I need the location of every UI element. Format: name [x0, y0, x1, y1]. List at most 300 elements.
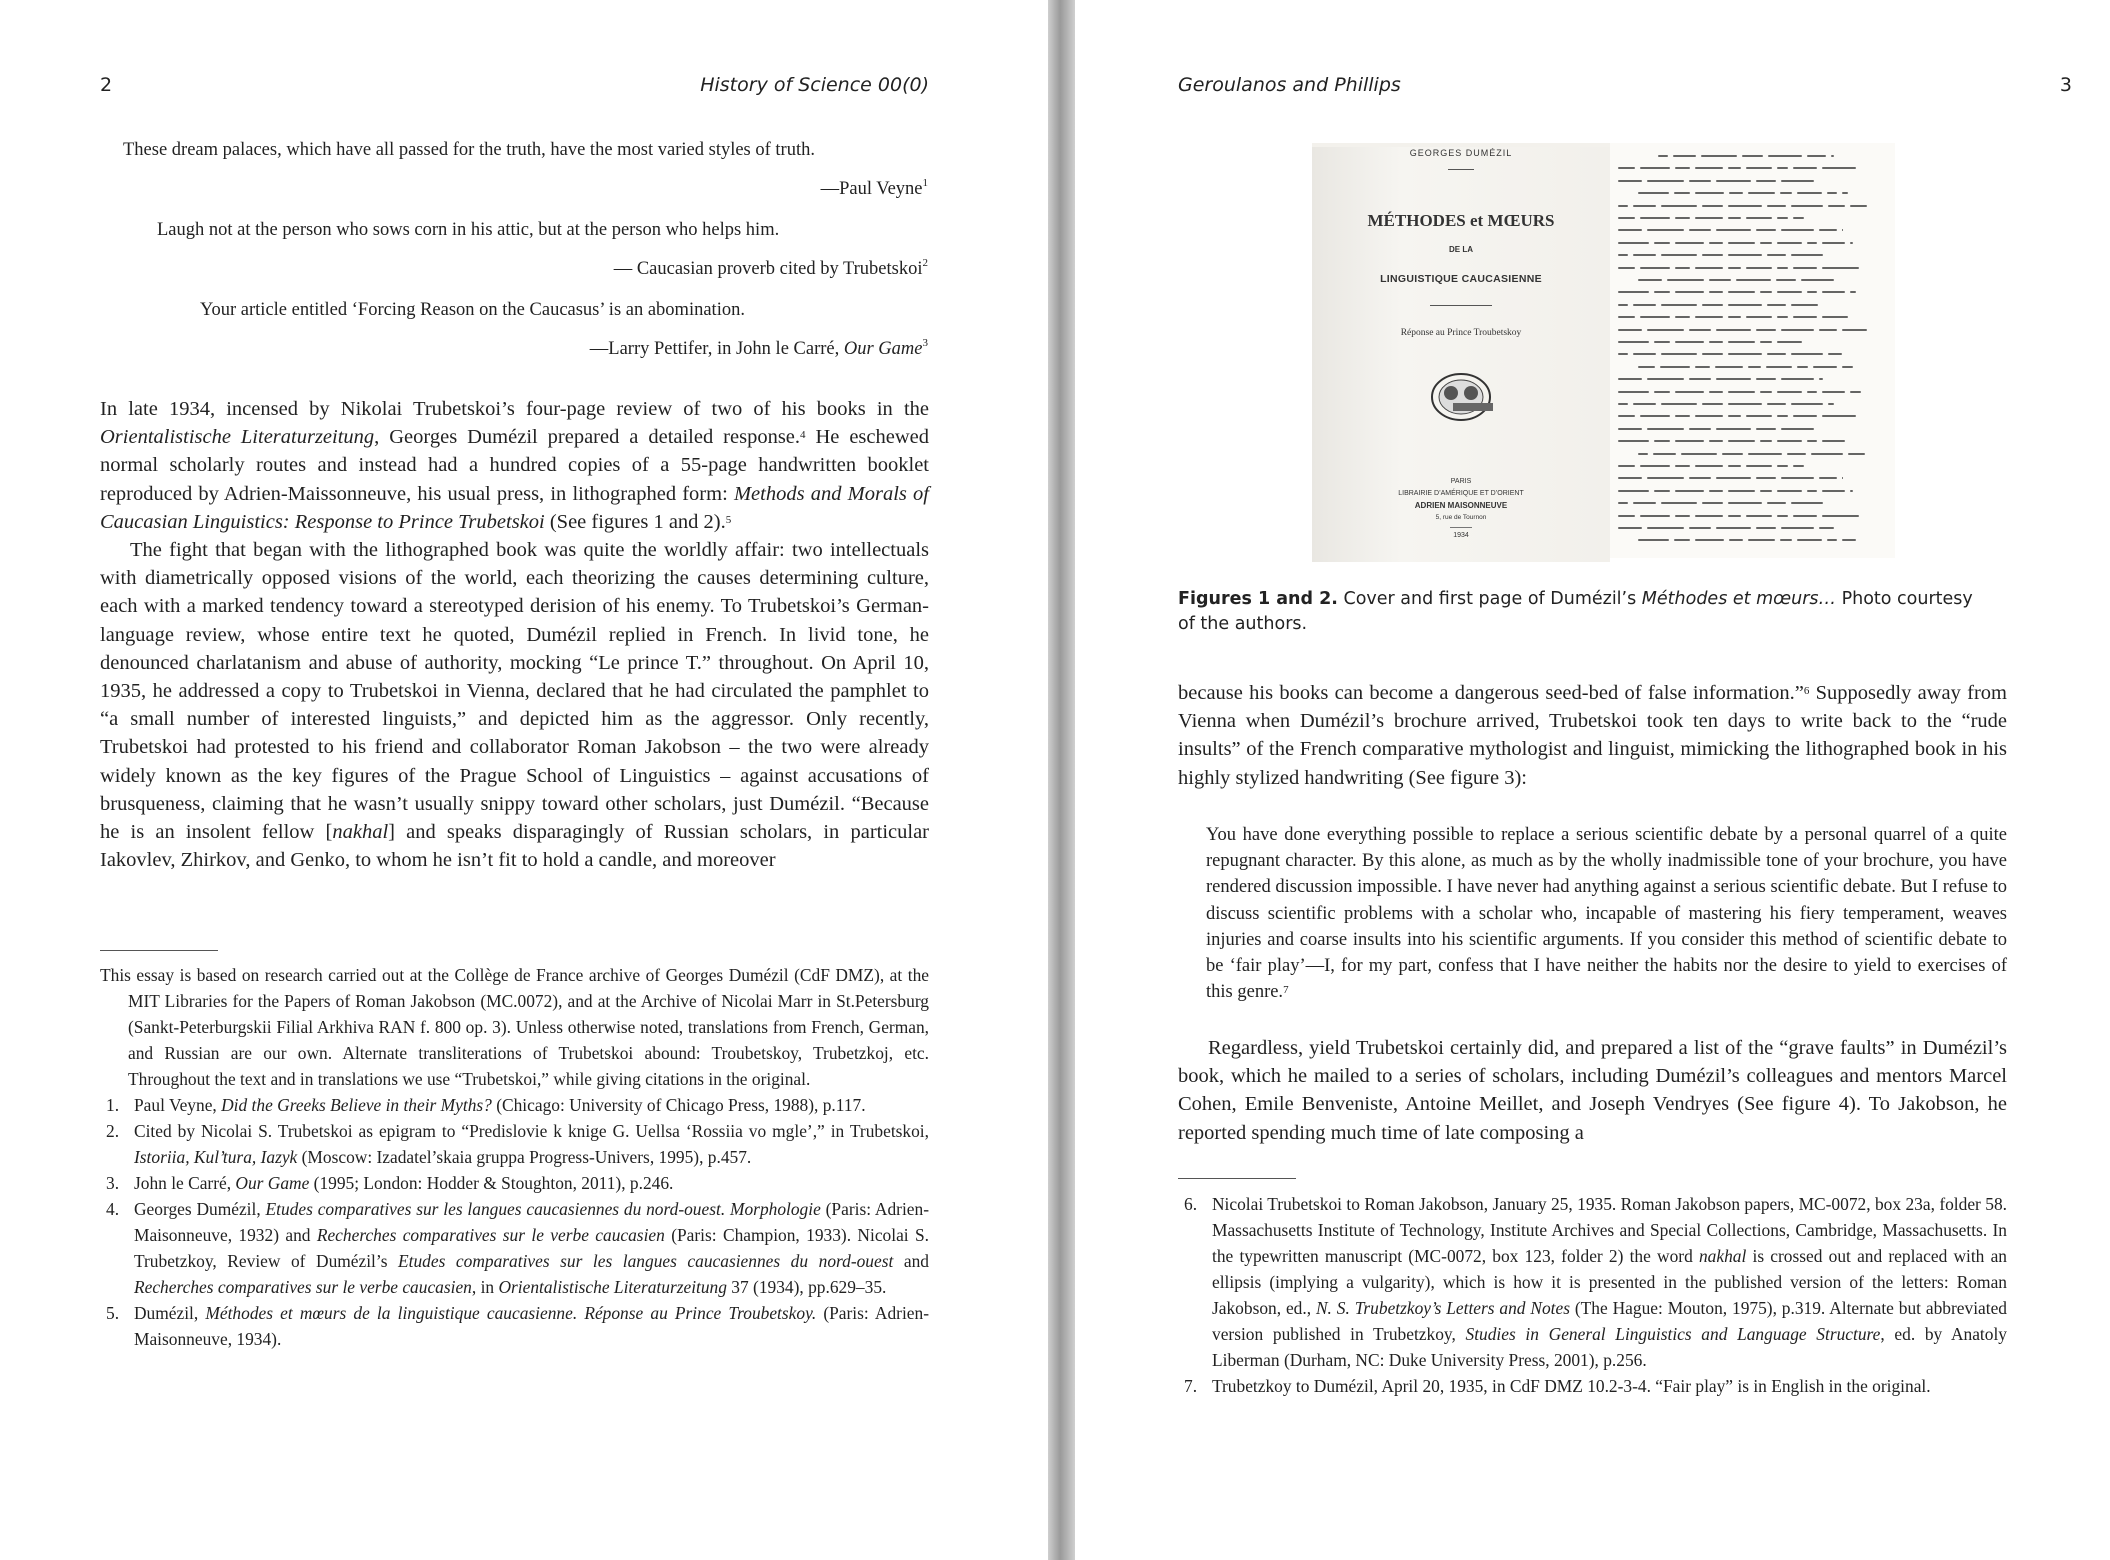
handwriting-stroke [1618, 205, 1628, 207]
handwriting-stroke [1675, 465, 1690, 467]
handwriting-stroke [1767, 304, 1786, 306]
handwriting-stroke [1618, 254, 1628, 256]
handwriting-stroke [1654, 341, 1670, 343]
footnote-intro: This essay is based on research carried out at the Collège de France archive of Georges Dumézil (CdF DMZ), at the MIT Libraries for the Papers of Roman Jakobson (MC.0072), and at the Archive of Nicolai Marr in St.Petersburg (Sankt-Peterburgskii Filial Arkhiva RAN f. 800 op. 3). Unless otherwise noted, translations from French, German, and Russian are our own. Alternate transliterations of Trubetskoi abound: Troubetskoy, Trubetzkoj, etc. Throughout the text and in translations we use “Trubetskoi,” while giving citations in the original. [100, 965, 929, 1089]
handwriting-stroke [1675, 291, 1704, 293]
handwriting-stroke [1797, 366, 1808, 368]
handwriting-stroke [1618, 490, 1649, 492]
cover-title-3: LINGUISTIQUE CAUCASIENNE [1380, 273, 1542, 285]
handwriting-stroke [1675, 415, 1690, 417]
handwriting-stroke [1702, 403, 1723, 405]
handwriting-stroke [1760, 242, 1772, 244]
handwriting-stroke [1647, 527, 1684, 529]
handwriting-stroke [1660, 366, 1690, 368]
footnote-list-left [100, 1092, 929, 1352]
handwriting-stroke [1729, 539, 1743, 541]
handwriting-stroke [1777, 267, 1788, 269]
handwriting-stroke [1807, 440, 1817, 442]
handwriting-stroke [1767, 502, 1786, 504]
handwriting-stroke [1793, 415, 1817, 417]
cover-year: 1934 [1453, 532, 1469, 539]
handwriting-stroke [1777, 440, 1802, 442]
handwriting-stroke [1709, 279, 1731, 281]
handwriting-stroke [1793, 316, 1817, 318]
handwriting-stroke [1842, 366, 1853, 368]
handwriting-stroke [1777, 490, 1802, 492]
handwriting-stroke [1716, 428, 1751, 430]
handwriting-stroke [1807, 391, 1817, 393]
handwriting-stroke [1729, 192, 1743, 194]
handwriting-stroke [1647, 329, 1684, 331]
handwriting-stroke [1618, 341, 1649, 343]
handwriting-stroke [1793, 515, 1817, 517]
handwriting-stroke [1618, 353, 1628, 355]
figure-manuscript-image [1610, 143, 1895, 558]
handwriting-stroke [1777, 167, 1788, 169]
handwriting-stroke [1673, 155, 1696, 157]
handwriting-stroke [1618, 291, 1649, 293]
handwriting-stroke [1618, 167, 1635, 169]
handwriting-stroke [1618, 217, 1635, 219]
handwriting-stroke [1842, 539, 1856, 541]
handwriting-stroke [1748, 453, 1782, 455]
handwriting-stroke [1793, 465, 1804, 467]
footnote-6 [1178, 1191, 2007, 1373]
cover-publisher-2: ADRIEN MAISONNEUVE [1414, 501, 1508, 510]
handwriting-stroke [1777, 391, 1802, 393]
figure-caption: Figures 1 and 2. Cover and first page of Dumézil’s Méthodes et mœurs… Photo courtesy of the authors. [1178, 589, 1973, 634]
handwriting-stroke [1709, 391, 1723, 393]
handwriting-stroke [1695, 217, 1723, 219]
handwriting-stroke [1716, 180, 1751, 182]
handwriting-stroke [1618, 403, 1628, 405]
handwriting-stroke [1640, 267, 1670, 269]
handwriting-stroke [1618, 267, 1635, 269]
right-page [1075, 0, 2110, 1560]
handwriting-stroke [1822, 515, 1859, 517]
handwriting-stroke [1822, 242, 1845, 244]
block-quote: You have done everything possible to replace a serious scientific debate by a personal quarrel of a quite repugnant character. By this alone, as much as by the wholly inadmissible tone of your brochure, you have rendered discussion impossible. I have never had anything against a serious scientific debate. But I refuse to discuss scientific problems with a scholar who, incapable of mastering his fiery temperament, weaves injuries and coarse insults into his scientific arguments. If you consider this method of scientific debate to be ‘fair play’—I, for my part, confess that I have neither the habits nor the desire to yield to exercises of this genre.$^7$ [1206, 825, 2007, 1003]
handwriting-stroke [1748, 539, 1775, 541]
footnote-number: 7. [1184, 1376, 1198, 1396]
cover-publisher-1: LIBRAIRIE D’AMÉRIQUE ET D’ORIENT [1398, 490, 1524, 497]
right-paragraph-2: Regardless, yield Trubetskoi certainly did, and prepared a list of the “grave faults” in Dumézil’s book, which he mailed to a series of scholars, including Dumézil’s colleagues and mentors Marcel Cohen, Emile Benveniste, Antoine Meillet, and Joseph Vendryes (See figure 4). To Jakobson, he reported spending much time of late composing a [1178, 1037, 2007, 1144]
handwriting-stroke [1728, 267, 1741, 269]
handwriting-stroke [1828, 205, 1845, 207]
handwriting-stroke [1661, 353, 1697, 355]
handwriting-stroke [1780, 539, 1792, 541]
handwriting-stroke [1781, 180, 1814, 182]
footnote-number: 4. [106, 1199, 120, 1219]
handwriting-stroke [1728, 217, 1741, 219]
handwriting-stroke [1633, 304, 1656, 306]
handwriting-stroke [1709, 440, 1723, 442]
footnote-number: 5. [106, 1303, 120, 1323]
handwriting-stroke [1756, 477, 1776, 479]
cover-subtitle: Réponse au Prince Troubetskoy [1400, 328, 1522, 338]
handwriting-stroke [1848, 453, 1865, 455]
handwriting-stroke [1819, 229, 1837, 231]
handwriting-stroke [1722, 453, 1743, 455]
handwriting-stroke [1689, 229, 1711, 231]
cover-title-1: MÉTHODES et MŒURS [1367, 211, 1555, 230]
handwriting-stroke [1661, 205, 1697, 207]
handwriting-stroke [1618, 304, 1628, 306]
handwriting-stroke [1791, 403, 1823, 405]
handwriting-stroke [1661, 403, 1697, 405]
handwriting-stroke [1654, 490, 1670, 492]
handwriting-stroke [1760, 440, 1772, 442]
handwriting-stroke [1728, 440, 1755, 442]
handwriting-stroke [1728, 341, 1755, 343]
cover-title-2: DE LA [1449, 245, 1473, 254]
handwriting-stroke [1638, 192, 1669, 194]
handwriting-stroke [1767, 353, 1786, 355]
handwriting-stroke [1675, 316, 1690, 318]
handwriting-stroke [1777, 242, 1802, 244]
handwriting-stroke [1654, 391, 1670, 393]
handwriting-stroke [1701, 155, 1737, 157]
handwriting-stroke [1715, 366, 1743, 368]
handwriting-stroke [1780, 192, 1792, 194]
handwriting-stroke [1640, 465, 1670, 467]
handwriting-stroke [1709, 490, 1723, 492]
handwriting-stroke [1781, 378, 1814, 380]
handwriting-stroke [1781, 329, 1814, 331]
handwriting-stroke [1787, 453, 1806, 455]
handwriting-stroke [1716, 229, 1751, 231]
handwriting-stroke [1728, 515, 1741, 517]
handwriting-stroke [1716, 527, 1751, 529]
handwriting-stroke [1760, 291, 1772, 293]
footnote-text: Nicolai Trubetskoi to Roman Jakobson, January 25, 1935. Roman Jakobson papers, MC-0072, box 23a, folder 58. Massachusetts Institute of Technology, Institute Archives and Special Collections, Cambridge, Massachusetts. In the typewritten manuscript (MC-0072, box 123, folder 2) the word nakhal is crossed out and replaced with an ellipsis (implying a vulgarity), which is how it is presented in the published version of the letters: Roman Jakobson, ed., N. S. Trubetzkoy’s Letters and Notes (The Hague: Mouton, 1975), p.319. Alternate but abbreviated version published in Trubetzkoy, Studies in General Linguistics and Language Structure, ed. by Anatoly Liberman (Durham, NC: Duke University Press, 2001), p.256. [1212, 1194, 2007, 1370]
handwriting-stroke [1807, 490, 1817, 492]
page-number-left: 2 [100, 74, 113, 96]
handwriting-stroke [1654, 242, 1670, 244]
handwriting-stroke [1746, 167, 1772, 169]
handwriting-stroke [1831, 155, 1834, 157]
handwriting-stroke [1850, 242, 1853, 244]
handwriting-stroke [1675, 341, 1704, 343]
handwriting-stroke [1781, 229, 1814, 231]
handwriting-stroke [1746, 515, 1772, 517]
handwriting-stroke [1647, 180, 1684, 182]
handwriting-stroke [1736, 279, 1771, 281]
handwriting-stroke [1746, 415, 1772, 417]
handwriting-stroke [1647, 378, 1684, 380]
footnote-text: Georges Dumézil, Etudes comparatives sur les langues caucasiennes du nord-ouest. Morphologie (Paris: Adrien-Maisonneuve, 1932) and Recherches comparatives sur le verbe caucasien (Paris: Champion, 1933). Nicolai S. Trubetzkoy, Review of Dumézil’s Etudes comparatives sur les langues caucasiennes du nord-ouest and Recherches comparatives sur le verbe caucasien, in Orientalistische Literaturzeitung 37 (1934), pp.629–35. [134, 1199, 930, 1297]
handwriting-stroke [1618, 378, 1642, 380]
handwriting-stroke [1850, 205, 1867, 207]
handwriting-stroke [1728, 304, 1762, 306]
epigraph-attribution-2: — Caucasian proverb cited by Trubetskoi$^2$ [613, 257, 928, 279]
handwriting-stroke [1618, 477, 1642, 479]
handwriting-stroke [1807, 242, 1817, 244]
handwriting-stroke [1695, 167, 1723, 169]
handwriting-stroke [1746, 316, 1772, 318]
cover-paper [1312, 147, 1610, 562]
handwriting-stroke [1791, 304, 1818, 306]
handwriting-stroke [1689, 329, 1711, 331]
handwriting-stroke [1618, 502, 1628, 504]
cover-rule-3 [1450, 527, 1472, 528]
handwriting-stroke [1633, 205, 1656, 207]
handwriting-stroke [1647, 229, 1684, 231]
handwriting-stroke [1618, 415, 1635, 417]
handwriting-stroke [1654, 440, 1670, 442]
handwriting-stroke [1675, 267, 1690, 269]
handwriting-stroke [1827, 192, 1837, 194]
handwriting-stroke [1695, 192, 1724, 194]
handwriting-stroke [1728, 490, 1755, 492]
book-gutter [1048, 0, 1075, 1560]
footnote-2 [100, 1118, 929, 1170]
handwriting-stroke [1728, 502, 1762, 504]
handwriting-stroke [1633, 254, 1656, 256]
running-head-left: History of Science 00(0) [700, 74, 929, 96]
handwriting-stroke [1728, 242, 1755, 244]
footnote-text: Cited by Nicolai S. Trubetskoi as epigram to “Predislovie k knige G. Uellsa ‘Rossiia vo mgle’,” in Trubetskoi, Istoriia, Kul’tura, Iazyk (Moscow: Izadatel’skaia gruppa Progress-Univers, 1995), p.457. [134, 1121, 929, 1167]
handwriting-stroke [1777, 316, 1788, 318]
footnote-number: 3. [106, 1173, 120, 1193]
handwriting-stroke [1661, 304, 1697, 306]
handwriting-stroke [1695, 366, 1710, 368]
handwriting-stroke [1709, 242, 1723, 244]
footnote-text: John le Carré, Our Game (1995; London: Hodder & Stoughton, 2011), p.246. [134, 1173, 674, 1193]
handwriting-stroke [1702, 353, 1723, 355]
handwriting-stroke [1777, 465, 1788, 467]
handwriting-stroke [1709, 291, 1723, 293]
handwriting-stroke [1638, 539, 1669, 541]
handwriting-stroke [1654, 291, 1670, 293]
handwriting-stroke [1661, 254, 1697, 256]
handwriting-stroke [1695, 465, 1723, 467]
handwriting-stroke [1618, 515, 1635, 517]
handwriting-stroke [1828, 353, 1842, 355]
running-head-right: Geroulanos and Phillips [1178, 74, 1401, 96]
handwriting-stroke [1728, 205, 1762, 207]
handwriting-stroke [1716, 378, 1751, 380]
handwriting-stroke [1640, 515, 1670, 517]
handwriting-stroke [1640, 415, 1670, 417]
handwriting-stroke [1850, 490, 1853, 492]
page-number-right: 3 [2059, 74, 2072, 96]
handwriting-stroke [1618, 329, 1642, 331]
handwriting-stroke [1822, 490, 1845, 492]
epigraph-attribution-3: —Larry Pettifer, in John le Carré, Our Game$^3$ [589, 337, 928, 359]
handwriting-stroke [1728, 291, 1755, 293]
handwriting-stroke [1674, 539, 1690, 541]
handwriting-stroke [1728, 353, 1762, 355]
handwriting-stroke [1689, 428, 1711, 430]
epigraph-attribution-1: —Paul Veyne$^1$ [820, 177, 928, 199]
footnote-5 [100, 1300, 929, 1352]
handwriting-stroke [1777, 341, 1802, 343]
handwriting-stroke [1767, 205, 1786, 207]
handwriting-stroke [1689, 378, 1711, 380]
handwriting-stroke [1702, 502, 1723, 504]
handwriting-stroke [1842, 329, 1867, 331]
cover-author: GEORGES DUMÉZIL [1409, 148, 1513, 158]
handwriting-stroke [1638, 279, 1662, 281]
figure-cover-image [1312, 143, 1610, 558]
handwriting-stroke [1618, 242, 1649, 244]
handwriting-stroke [1822, 440, 1845, 442]
handwriting-stroke [1777, 415, 1788, 417]
cover-place: PARIS [1450, 478, 1472, 485]
handwriting-stroke [1822, 415, 1856, 417]
handwriting-stroke [1781, 428, 1814, 430]
handwriting-stroke [1675, 515, 1690, 517]
handwriting-stroke [1675, 242, 1704, 244]
handwriting-stroke [1797, 539, 1822, 541]
handwriting-stroke [1647, 477, 1684, 479]
handwriting-stroke [1695, 316, 1723, 318]
handwriting-stroke [1756, 378, 1776, 380]
handwriting-stroke [1776, 279, 1796, 281]
handwriting-stroke [1675, 490, 1704, 492]
handwriting-stroke [1689, 180, 1711, 182]
handwriting-stroke [1781, 477, 1814, 479]
handwriting-stroke [1756, 180, 1776, 182]
handwriting-stroke [1746, 465, 1772, 467]
footnote-number: 2. [106, 1121, 120, 1141]
handwriting-stroke [1661, 502, 1697, 504]
handwriting-stroke [1791, 353, 1823, 355]
handwriting-stroke [1674, 192, 1690, 194]
handwriting-stroke [1827, 539, 1837, 541]
handwriting-stroke [1618, 229, 1642, 231]
handwriting-stroke [1653, 453, 1676, 455]
publisher-emblem-icon [1429, 371, 1493, 423]
footnote-text: Dumézil, Méthodes et mœurs de la linguistique caucasienne. Réponse au Prince Troubetskoy. (Paris: Adrien-Maisonneuve, 1934). [134, 1303, 930, 1349]
handwriting-stroke [1675, 440, 1704, 442]
handwriting-stroke [1797, 192, 1822, 194]
handwriting-stroke [1793, 267, 1817, 269]
handwriting-stroke [1801, 279, 1834, 281]
handwriting-stroke [1695, 515, 1723, 517]
handwriting-stroke [1689, 477, 1711, 479]
handwriting-stroke [1716, 477, 1751, 479]
handwriting-stroke [1748, 192, 1775, 194]
handwriting-stroke [1813, 366, 1837, 368]
footnote-text: Trubetzkoy to Dumézil, April 20, 1935, in CdF DMZ 10.2-3-4. “Fair play” is in English in the original. [1212, 1376, 1931, 1396]
handwriting-stroke [1640, 217, 1670, 219]
handwriting-stroke [1695, 267, 1723, 269]
handwriting-stroke [1618, 440, 1649, 442]
handwriting-stroke [1793, 217, 1804, 219]
handwriting-stroke [1633, 502, 1656, 504]
handwriting-stroke [1728, 391, 1755, 393]
handwriting-stroke [1842, 192, 1848, 194]
handwriting-stroke [1618, 428, 1642, 430]
footnote-number: 1. [106, 1095, 120, 1115]
handwriting-stroke [1819, 527, 1834, 529]
handwriting-stroke [1618, 180, 1642, 182]
handwriting-stroke [1638, 366, 1655, 368]
handwriting-stroke [1716, 329, 1751, 331]
handwriting-stroke [1777, 515, 1788, 517]
right-paragraph-1: because his books can become a dangerous seed-bed of false information.”$^6$ Supposedly away from Vienna when Dumézil’s brochure arrived, Trubetskoi took ten days to write back to the “rude insults” of the French comparative mythologist and linguist, mimicking the lithographed book in his highly stylized handwriting (See figure 3): [1178, 682, 2008, 789]
footnote-rule-right [1178, 1178, 1296, 1179]
handwriting-stroke [1756, 329, 1776, 331]
handwriting-stroke [1728, 316, 1741, 318]
handwriting-stroke [1828, 403, 1834, 405]
handwriting-stroke [1822, 391, 1845, 393]
handwriting-stroke [1618, 316, 1635, 318]
handwriting-stroke [1822, 167, 1856, 169]
handwriting-stroke [1766, 366, 1792, 368]
handwriting-stroke [1633, 353, 1656, 355]
handwriting-stroke [1760, 490, 1772, 492]
handwriting-stroke [1746, 267, 1772, 269]
footnote-1 [100, 1092, 929, 1118]
handwriting-stroke [1768, 155, 1802, 157]
footnote-4 [100, 1196, 929, 1300]
handwriting-stroke [1667, 279, 1704, 281]
handwriting-stroke [1640, 167, 1670, 169]
handwriting-stroke [1695, 415, 1723, 417]
handwriting-stroke [1819, 378, 1823, 380]
epigraph-quote-2: Laugh not at the person who sows corn in his attic, but at the person who helps him. [157, 220, 780, 240]
handwriting-stroke [1689, 527, 1711, 529]
handwriting-stroke [1728, 167, 1741, 169]
handwriting-stroke [1702, 304, 1723, 306]
handwriting-stroke [1709, 341, 1723, 343]
handwriting-stroke [1728, 254, 1762, 256]
handwriting-stroke [1807, 291, 1817, 293]
handwriting-stroke [1742, 155, 1763, 157]
handwriting-stroke [1658, 155, 1668, 157]
handwriting-stroke [1647, 428, 1684, 430]
handwriting-stroke [1638, 453, 1648, 455]
handwriting-stroke [1767, 403, 1786, 405]
handwriting-stroke [1822, 267, 1859, 269]
handwriting-stroke [1822, 316, 1848, 318]
handwriting-stroke [1728, 403, 1762, 405]
handwriting-stroke [1702, 254, 1723, 256]
cover-rule-1 [1448, 169, 1474, 170]
handwriting-stroke [1791, 502, 1823, 504]
handwriting-stroke [1748, 366, 1761, 368]
handwriting-stroke [1675, 217, 1690, 219]
handwriting-stroke [1756, 229, 1776, 231]
handwriting-stroke [1756, 527, 1776, 529]
cover-address: 5, rue de Tournon [1435, 514, 1487, 521]
handwriting-stroke [1681, 453, 1717, 455]
footnotes-right [1178, 1191, 2007, 1399]
footnote-rule-left [100, 950, 218, 951]
handwriting-stroke [1777, 217, 1788, 219]
handwriting-stroke [1767, 254, 1786, 256]
handwriting-stroke [1675, 167, 1690, 169]
handwriting-stroke [1618, 527, 1642, 529]
handwriting-stroke [1781, 527, 1814, 529]
handwriting-stroke [1728, 465, 1741, 467]
handwriting-stroke [1695, 539, 1724, 541]
handwriting-stroke [1728, 415, 1741, 417]
handwriting-stroke [1760, 391, 1772, 393]
handwriting-stroke [1675, 391, 1704, 393]
handwriting-stroke [1618, 465, 1635, 467]
paragraph-1: In late 1934, incensed by Nikolai Trubetskoi’s four-page review of two of his books in the Orientalistische Literaturzeitung, Georges Dumézil prepared a detailed response.$^4$ He eschewed normal scholarly routes and instead had a hundred copies of a 55-page handwritten booklet reproduced by Adrien-Maissonneuve, his usual press, in lithographed form: Methods and Morals of Caucasian Linguistics: Response to Prince Trubetskoi (See figures 1 and 2).$^5$ [100, 398, 930, 533]
footnote-3 [100, 1170, 929, 1196]
handwriting-stroke [1640, 316, 1670, 318]
handwriting-stroke [1811, 453, 1843, 455]
handwriting-stroke [1702, 205, 1723, 207]
footnote-number: 6. [1184, 1194, 1198, 1214]
handwriting-stroke [1633, 403, 1656, 405]
